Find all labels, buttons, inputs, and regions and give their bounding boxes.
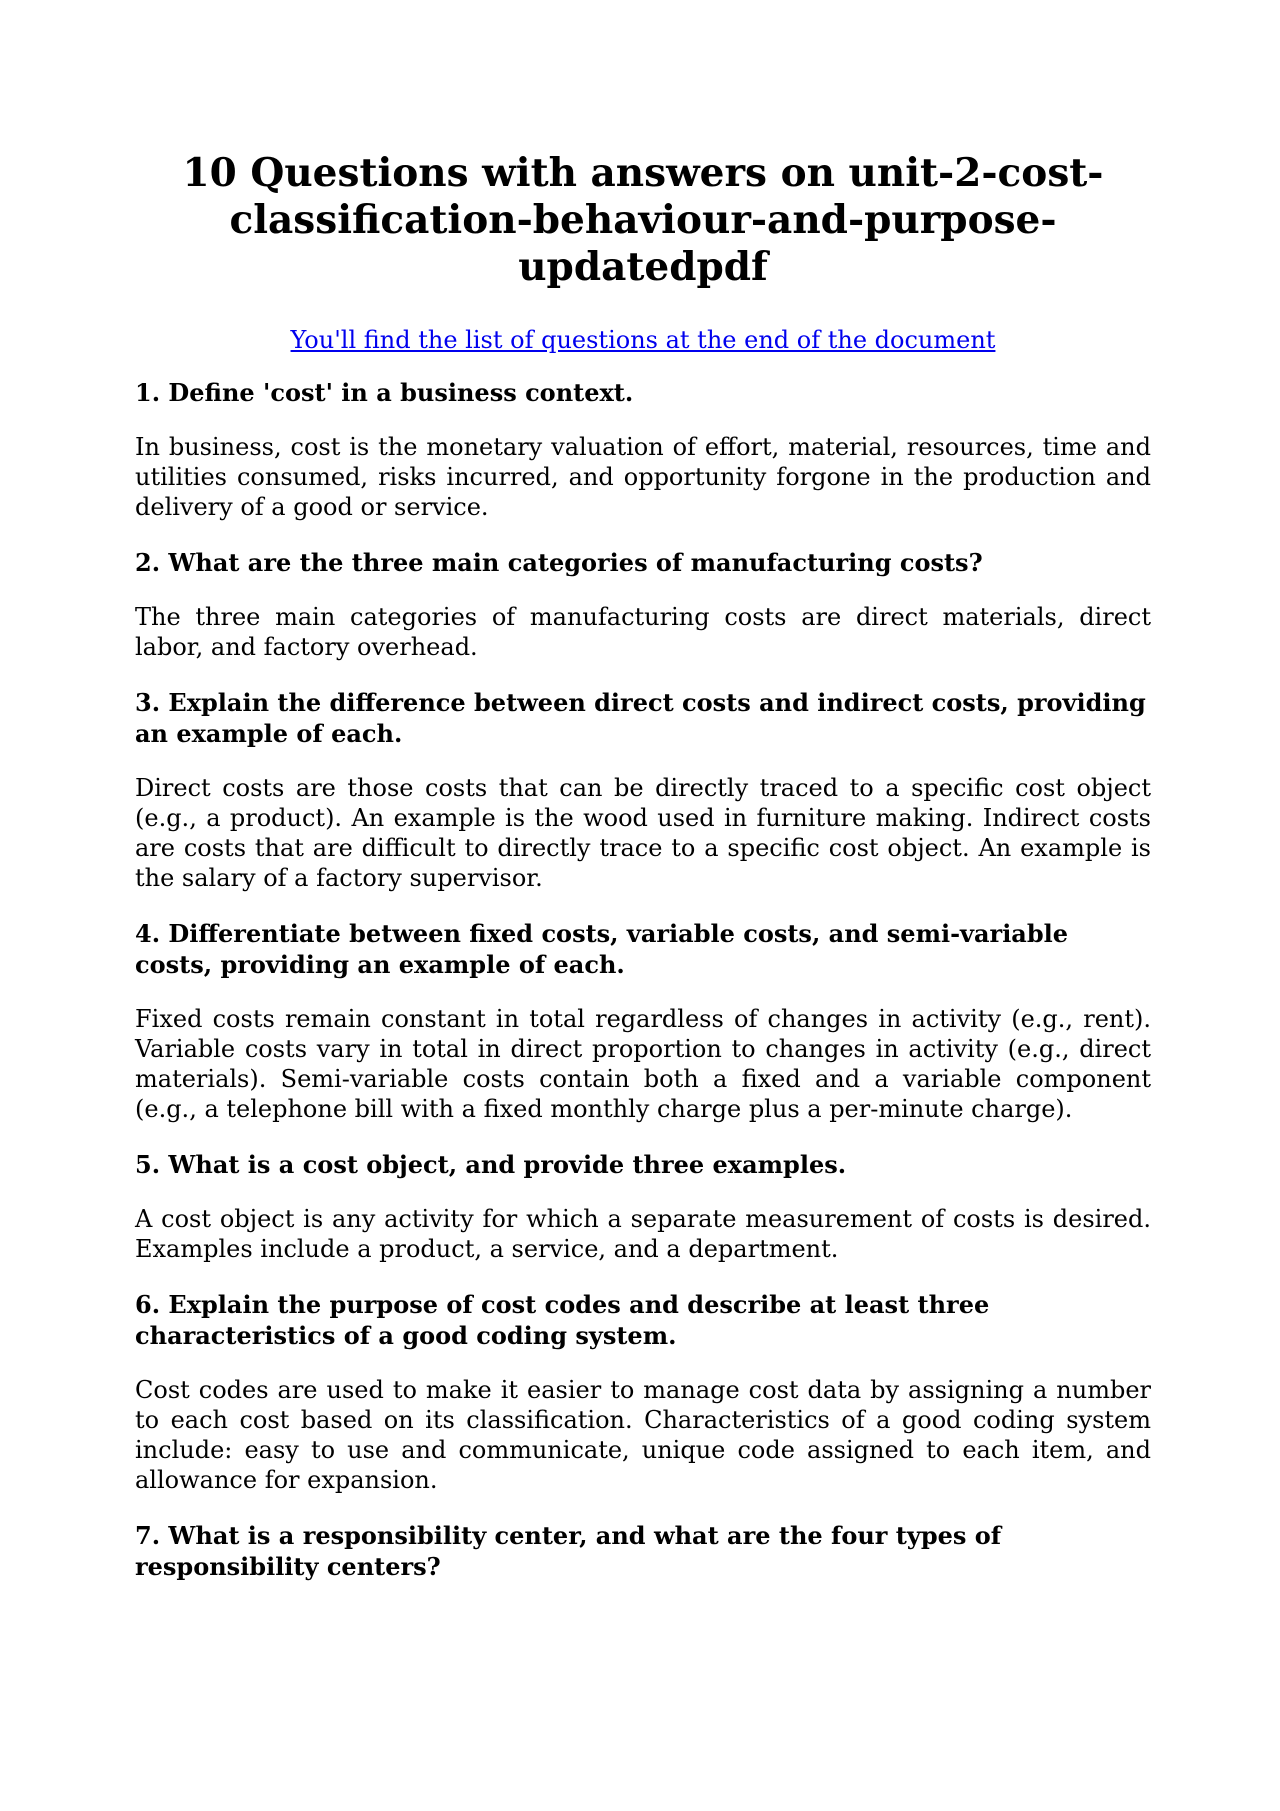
question-heading: 4. Differentiate between fixed costs, variable costs, and semi-variable costs, providing an example of each. <box>135 919 1069 979</box>
answer-text: In business, cost is the monetary valuation of effort, material, resources, time and utilities consumed, risks incurred, and opportunity forgone in the production and delivery of a good or service. <box>135 433 1151 521</box>
question-heading: 1. Define 'cost' in a business context. <box>135 378 634 407</box>
answer-text: Fixed costs remain constant in total regardless of changes in activity (e.g., rent). Variable costs vary in total in direct proportion to changes in activity (e.g., direct materials). Semi-variable costs contain both a fixed and a variable component (e.g., a telephone bill with a fixed monthly charge plus a per-minute charge). <box>135 1005 1151 1123</box>
answer-text: Cost codes are used to make it easier to manage cost data by assigning a number to each cost based on its classification. Characteristics of a good coding system include: easy to use and communicate, unique code assigned to each item, and allowance for expansion. <box>135 1376 1151 1494</box>
qa-item-3 <box>135 687 1151 893</box>
qa-item-7 <box>135 1520 1151 1582</box>
document-page <box>135 150 1151 1582</box>
questions-list-link[interactable]: You'll find the list of questions at the end of the document <box>290 326 996 354</box>
qa-item-1 <box>135 377 1151 522</box>
qa-item-4 <box>135 918 1151 1124</box>
question-heading: 6. Explain the purpose of cost codes and describe at least three characteristics of a good coding system. <box>135 1290 990 1350</box>
qa-item-5 <box>135 1149 1151 1264</box>
qa-item-6 <box>135 1289 1151 1495</box>
question-heading: 7. What is a responsibility center, and what are the four types of responsibility centers? <box>135 1521 1002 1581</box>
question-heading: 5. What is a cost object, and provide three examples. <box>135 1150 847 1179</box>
question-heading: 2. What are the three main categories of manufacturing costs? <box>135 548 983 577</box>
answer-text: A cost object is any activity for which a separate measurement of costs is desired. Examples include a product, a service, and a department. <box>135 1205 1151 1263</box>
answer-text: Direct costs are those costs that can be directly traced to a specific cost object (e.g., a product). An example is the wood used in furniture making. Indirect costs are costs that are difficult to directly trace to a specific cost object. An example is the salary of a factory supervisor. <box>135 774 1151 892</box>
document-title: 10 Questions with answers on unit-2-cost-classification-behaviour-and-purpose-updatedpdf <box>182 150 1104 290</box>
answer-text: The three main categories of manufacturing costs are direct materials, direct labor, and factory overhead. <box>135 603 1151 661</box>
qa-item-2 <box>135 547 1151 662</box>
question-heading: 3. Explain the difference between direct costs and indirect costs, providing an example of each. <box>135 688 1146 748</box>
